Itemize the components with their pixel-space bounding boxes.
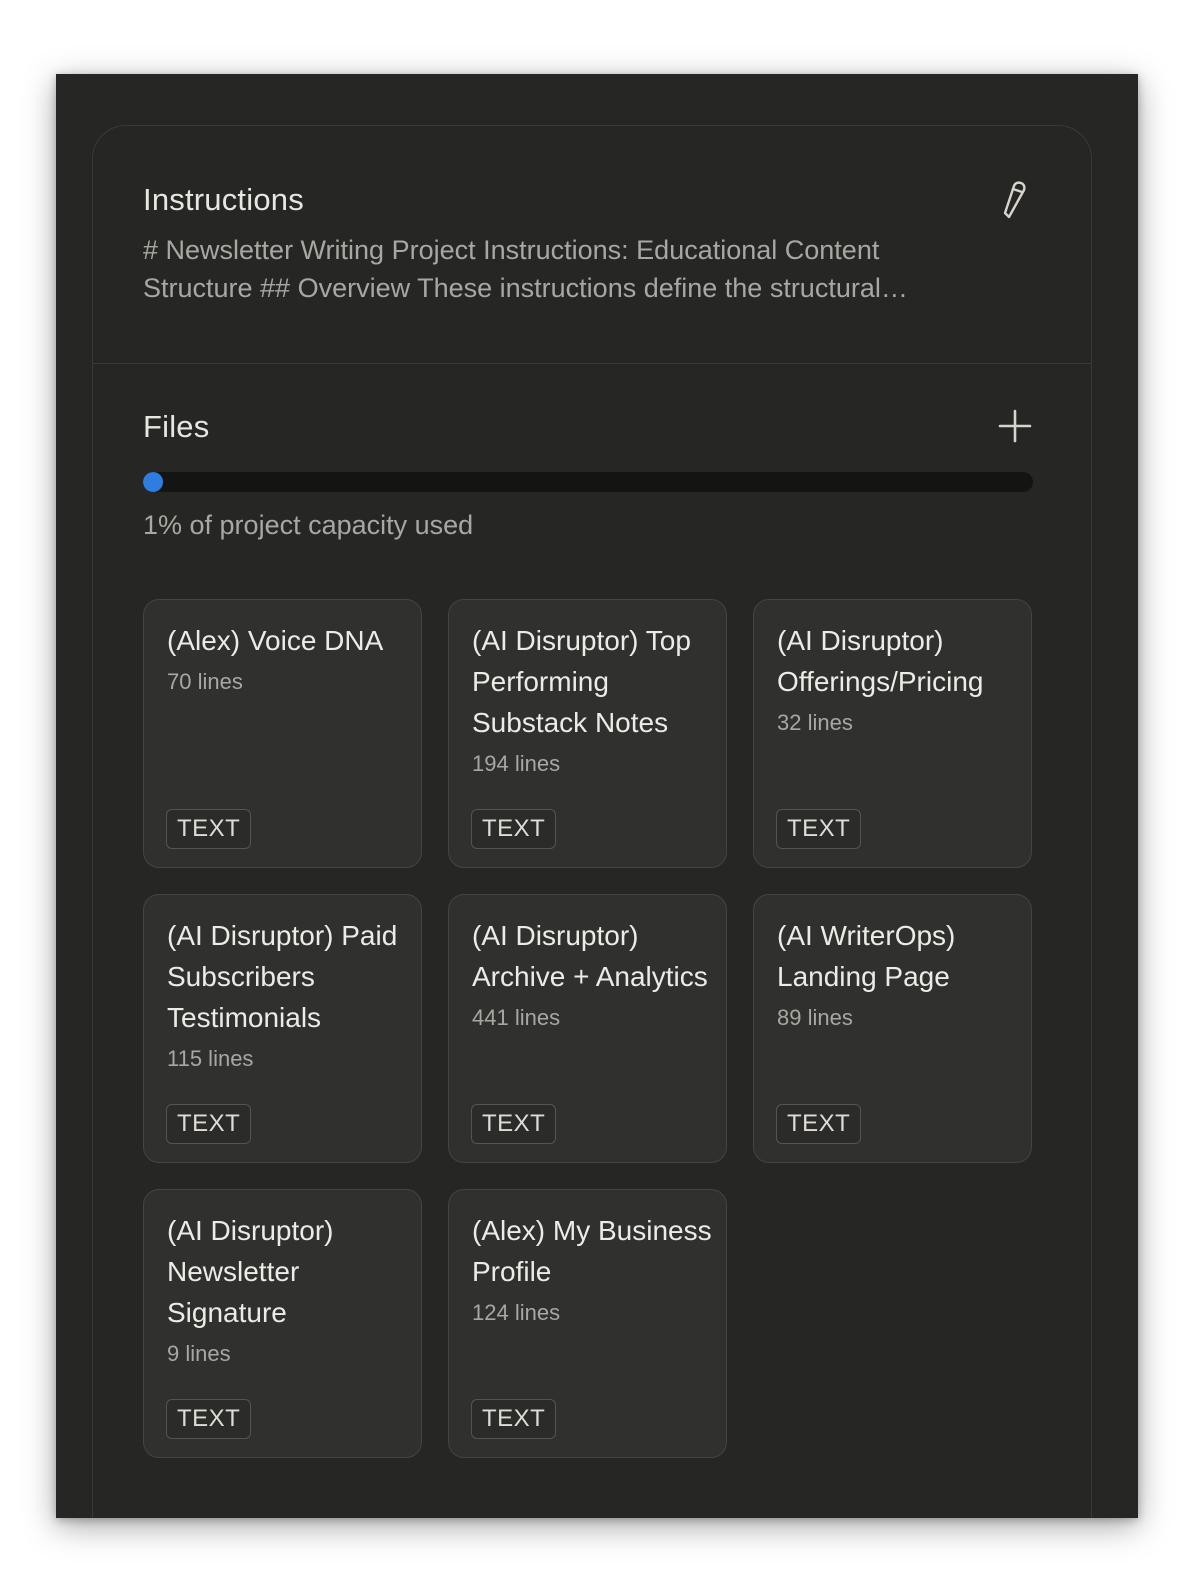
files-title: Files bbox=[143, 409, 210, 444]
project-window bbox=[56, 74, 1138, 1518]
file-name: (AI Disruptor) Offerings/Pricing bbox=[777, 625, 984, 697]
file-line-count: 32 lines bbox=[777, 710, 853, 735]
file-type-badge: TEXT bbox=[776, 1104, 861, 1144]
file-card[interactable] bbox=[143, 894, 422, 1163]
file-card[interactable] bbox=[448, 1189, 727, 1458]
file-type-badge: TEXT bbox=[471, 1104, 556, 1144]
file-card[interactable] bbox=[753, 599, 1032, 868]
file-line-count: 441 lines bbox=[472, 1005, 561, 1030]
file-card[interactable] bbox=[143, 1189, 422, 1458]
capacity-progress-bar bbox=[143, 472, 1033, 492]
file-name: (AI WriterOps) Landing Page bbox=[777, 920, 956, 992]
file-type-badge: TEXT bbox=[166, 809, 251, 849]
instructions-title: Instructions bbox=[143, 182, 304, 217]
file-name: (AI Disruptor) Newsletter Signature bbox=[167, 1215, 334, 1328]
project-knowledge-panel bbox=[92, 125, 1092, 1518]
file-type-badge: TEXT bbox=[166, 1399, 251, 1439]
add-file-button[interactable] bbox=[995, 406, 1035, 446]
file-type-badge: TEXT bbox=[471, 1399, 556, 1439]
file-title bbox=[472, 1210, 712, 1326]
file-card[interactable] bbox=[448, 894, 727, 1163]
file-line-count: 70 lines bbox=[167, 669, 243, 694]
file-title bbox=[167, 620, 407, 695]
capacity-text: 1% of project capacity used bbox=[143, 510, 474, 540]
file-line-count: 115 lines bbox=[167, 1046, 254, 1071]
pencil-icon bbox=[1000, 180, 1030, 220]
file-title bbox=[472, 620, 712, 777]
file-line-count: 9 lines bbox=[167, 1341, 231, 1366]
file-card[interactable] bbox=[143, 599, 422, 868]
plus-icon bbox=[998, 409, 1032, 443]
file-type-badge: TEXT bbox=[776, 809, 861, 849]
file-card[interactable] bbox=[753, 894, 1032, 1163]
instructions-section[interactable] bbox=[93, 126, 1091, 364]
file-name: (Alex) My Business Profile bbox=[472, 1215, 712, 1287]
file-name: (AI Disruptor) Archive + Analytics bbox=[472, 920, 708, 992]
file-type-badge: TEXT bbox=[166, 1104, 251, 1144]
instructions-preview: # Newsletter Writing Project Instructions: Educational Content Structure ## Overview These instructions define the structural… bbox=[143, 235, 908, 303]
file-line-count: 89 lines bbox=[777, 1005, 853, 1030]
file-title bbox=[167, 1210, 407, 1367]
file-line-count: 124 lines bbox=[472, 1300, 561, 1325]
file-title bbox=[777, 915, 1017, 1031]
edit-instructions-button[interactable] bbox=[995, 178, 1035, 222]
file-name: (Alex) Voice DNA bbox=[167, 625, 384, 656]
file-name: (AI Disruptor) Paid Subscribers Testimonials bbox=[167, 920, 398, 1033]
file-type-badge: TEXT bbox=[471, 809, 556, 849]
file-title bbox=[472, 915, 712, 1031]
file-title bbox=[167, 915, 407, 1072]
file-card[interactable] bbox=[448, 599, 727, 868]
capacity-progress-fill bbox=[143, 472, 163, 492]
file-title bbox=[777, 620, 1017, 736]
file-line-count: 194 lines bbox=[472, 751, 561, 776]
file-name: (AI Disruptor) Top Performing Substack Notes bbox=[472, 625, 691, 738]
